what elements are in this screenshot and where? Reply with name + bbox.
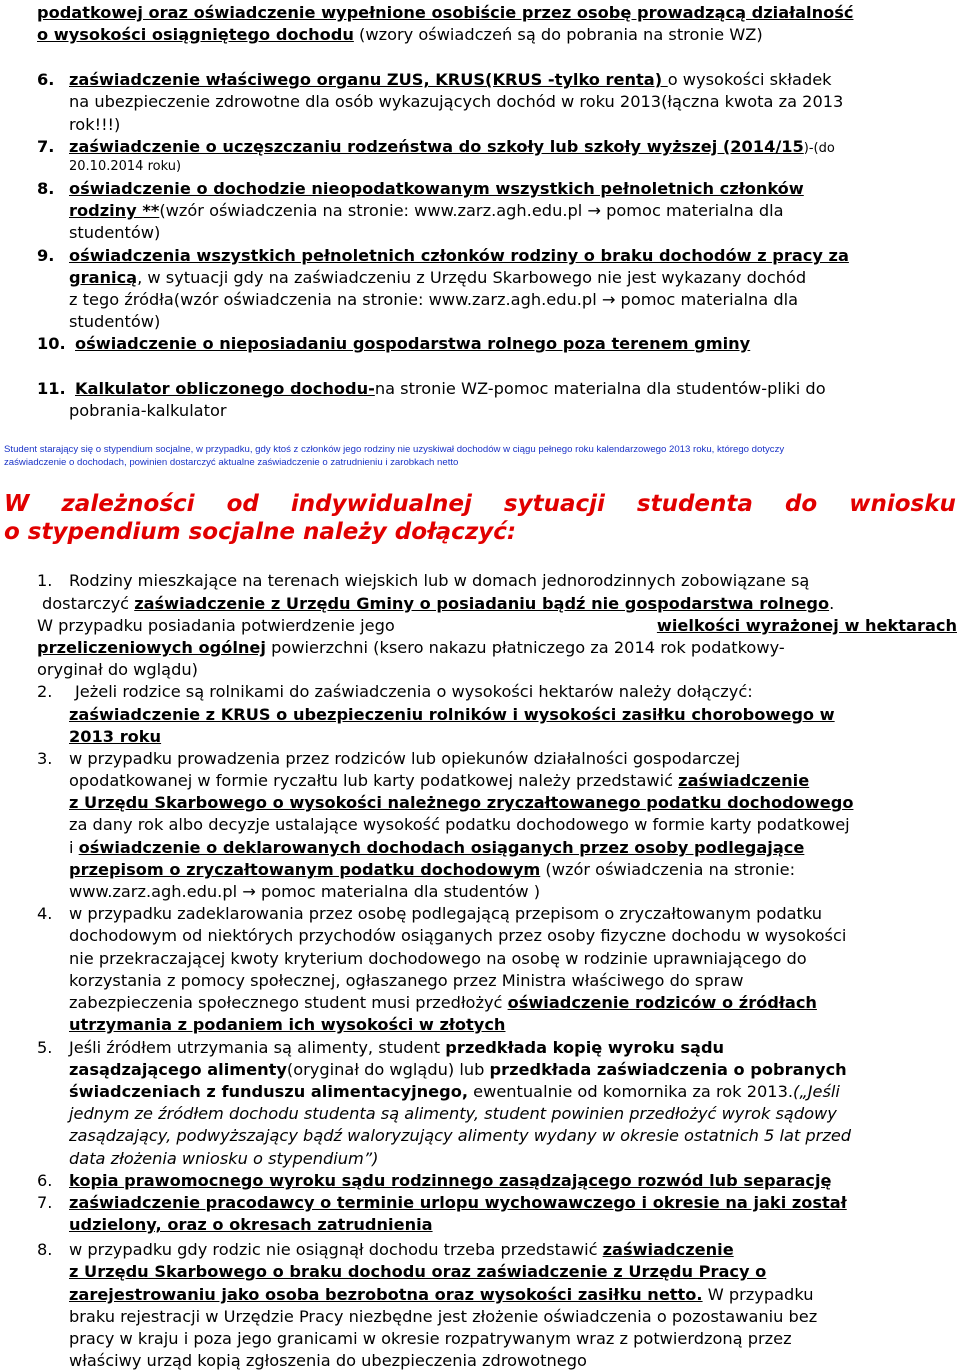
top-line-2 — [37, 24, 763, 46]
item-8-line-1-text: oświadczenie o dochodzie nieopodatkowanym wszystkich pełnoletnich członków — [69, 179, 804, 198]
list-4-number: 4. — [37, 904, 53, 923]
list-1-number: 1. — [37, 571, 53, 590]
item-9-line-2 — [69, 267, 806, 289]
list-1-pre: dostarczyć — [42, 594, 135, 613]
list-3-line-3: z Urzędu Skarbowego o wysokości należnego zryczałtowanego podatku dochodowego — [69, 793, 854, 812]
item-8-line-3: studentów) — [69, 223, 161, 242]
list-8-line-1 — [69, 1239, 734, 1261]
item-9-line-2-rest: , w sytuacji gdy na zaświadczeniu z Urzędu Skarbowego nie jest wykazany dochód — [137, 268, 807, 287]
heading-word: indywidualnej — [290, 491, 472, 517]
list-5-l3-b: świadczeniach z funduszu alimentacyjnego, — [69, 1082, 468, 1101]
list-7-line-1: zaświadczenie pracodawcy o terminie urlopu wychowawczego i okresie na jaki został — [69, 1193, 847, 1212]
list-5-line-4: jednym ze źródłem dochodu studenta są alimenty, student powinien przedłożyć wyrok sądowy — [69, 1104, 837, 1123]
item-6-line-1 — [69, 69, 832, 91]
list-5-l2-mid: (oryginał do wglądu) lub — [286, 1060, 490, 1079]
list-1-line-5: oryginał do wglądu) — [37, 660, 198, 679]
item-7-line-1 — [69, 136, 835, 160]
item-6-rest: o wysokości składek — [667, 70, 832, 89]
list-5-number: 5. — [37, 1038, 53, 1057]
heading-word: zależności — [61, 491, 195, 517]
item-9-line-3: z tego źródła(wzór oświadczenia na stronie: www.zarz.agh.edu.pl → pomoc materialna dla — [69, 290, 799, 309]
item-8-line-2-rest: (wzór oświadczenia na stronie: www.zarz.agh.edu.pl → pomoc materialna dla — [159, 201, 784, 220]
list-1-l3-bu: wielkości wyrażonej w hektarach — [656, 616, 957, 635]
item-11-number: 11. — [37, 379, 66, 398]
list-8-line-4: braku rejestracji w Urzędzie Pracy niezbędne jest złożenie oświadczenia o pozostawaniu bez — [69, 1307, 818, 1326]
list-8-l1-pre: w przypadku gdy rodzic nie osiągnął dochodu trzeba przedstawić — [69, 1240, 603, 1259]
list-1-line-3 — [37, 615, 957, 637]
list-3-l2-pre: opodatkowanej w formie ryczałtu lub karty podatkowej należy przedstawić — [69, 771, 679, 790]
item-7-line-2: 20.10.2014 roku) — [69, 159, 182, 174]
item-9-number: 9. — [37, 246, 55, 265]
list-8-line-3 — [69, 1284, 813, 1306]
list-5-l1-b: przedkłada kopię wyroku sądu — [445, 1038, 725, 1057]
item-6-line-3: rok!!!) — [69, 115, 121, 134]
item-6-number: 6. — [37, 70, 55, 89]
list-8-line-6: właściwy urząd kopią zgłoszenia do ubezpieczenia zdrowotnego — [69, 1351, 587, 1370]
item-10-text: oświadczenie o nieposiadaniu gospodarstwa rolnego poza terenem gminy — [75, 334, 751, 353]
list-3-line-5 — [69, 837, 804, 859]
item-9-line-4: studentów) — [69, 312, 161, 331]
heading-word: do — [784, 491, 818, 517]
list-3-l6-rest: (wzór oświadczenia na stronie: — [540, 860, 796, 879]
list-1-line-1: Rodziny mieszkające na terenach wiejskich lub w domach jednorodzinnych zobowiązane są — [69, 571, 810, 590]
item-7-number: 7. — [37, 137, 55, 156]
list-5-l3-i: („Jeśli — [793, 1082, 840, 1101]
item-10-number: 10. — [37, 334, 66, 353]
list-4-l5-pre: zabezpieczenia społecznego student musi przedłożyć — [69, 993, 508, 1012]
list-7-line-2: udzielony, oraz o okresach zatrudnienia — [69, 1215, 433, 1234]
top-line-1-text: podatkowej oraz oświadczenie wypełnione osobiście przez osobę prowadzącą działalność — [37, 3, 854, 22]
list-4-l4-text: korzystania z pomocy społecznej, ogłaszanego przez Ministra właściwego do spraw — [69, 971, 744, 990]
list-4-line-2: dochodowym od niektórych przychodów osiąganych przez osoby fizyczne dochodu w wysokości — [69, 926, 847, 945]
list-3-line-1 — [69, 748, 957, 770]
list-3-l5-pre: i — [69, 838, 79, 857]
list-1-line-2 — [42, 593, 834, 615]
list-8-line-2 — [69, 1261, 957, 1283]
list-8-line-5: pracy w kraju i poza jego granicami w okresie rozpatrywanym wraz z potwierdzoną przez — [69, 1329, 792, 1348]
item-11-line-2: pobrania-kalkulator — [69, 401, 227, 420]
list-3-l2-bu: zaświadczenie — [678, 771, 810, 790]
list-3-line-4: za dany rok albo decyzje ustalające wysokość podatku dochodowego w formie karty podatkowej — [69, 815, 850, 834]
heading-word: W — [4, 491, 30, 517]
list-2-line-1: Jeżeli rodzice są rolnikami do zaświadczenia o wysokości hektarów należy dołączyć: — [75, 682, 753, 701]
list-4-line-1: w przypadku zadeklarowania przez osobę podlegającą przepisom o zryczałtowanym podatku — [69, 904, 823, 923]
list-5-line-3 — [69, 1081, 840, 1103]
blue-note-line-2: zaświadczenie o dochodach, powinien dostarczyć aktualne zaświadczenie o zatrudnieniu i zarobkach netto — [4, 457, 459, 468]
list-5-l1-pre: Jeśli źródłem utrzymania są alimenty, student — [69, 1038, 446, 1057]
list-3-l5-bu: oświadczenie o deklarowanych dochodach osiąganych przez osoby podlegające — [78, 838, 805, 857]
list-3-l6-bu: przepisom o zryczałtowanym podatku dochodowym — [69, 860, 541, 879]
list-8-l3-rest: W przypadku — [702, 1285, 814, 1304]
top-line-2-tail: (wzory oświadczeń są do pobrania na stronie WZ) — [353, 25, 763, 44]
list-3-l1-text: w przypadku prowadzenia przez rodziców lub opiekunów działalności gospodarczej — [69, 749, 741, 768]
item-11-rest: na stronie WZ-pomoc materialna dla studentów-pliki do — [374, 379, 826, 398]
list-3-number: 3. — [37, 749, 53, 768]
list-8-l1-bu: zaświadczenie — [602, 1240, 734, 1259]
list-1-l4-rest: powierzchni (ksero nakazu płatniczego za 2014 rok podatkowy- — [265, 638, 785, 657]
item-11-bold: Kalkulator obliczonego dochodu- — [75, 379, 375, 398]
list-4-line-6: utrzymania z podaniem ich wysokości w złotych — [69, 1015, 506, 1034]
list-5-line-5: zasądzający, podwyższający bądź waloryzujący alimenty wydany w okresie ostatnich 5 lat przed — [69, 1126, 852, 1145]
item-11-line-1 — [75, 378, 826, 400]
heading-word: wniosku — [849, 491, 956, 517]
list-5-l2-b2: przedkłada zaświadczenia o pobranych — [489, 1060, 847, 1079]
list-5-l3-rest: ewentualnie od komornika za rok 2013. — [467, 1082, 794, 1101]
list-3-line-7: www.zarz.agh.edu.pl → pomoc materialna dla studentów ) — [69, 882, 541, 901]
item-7-bold: zaświadczenie o uczęszczaniu rodzeństwa do szkoły lub szkoły wyższej (2014/15 — [69, 137, 804, 156]
list-2-number: 2. — [37, 682, 53, 701]
item-8-rodziny: rodziny ** — [69, 201, 160, 220]
list-4-line-4 — [69, 970, 957, 992]
list-7-number: 7. — [37, 1193, 53, 1212]
item-7-tail: )-(do — [803, 141, 835, 156]
list-4-line-3: nie przekraczającej kwoty kryterium dochodowego na osobę w rodzinie uprawniającego do — [69, 949, 807, 968]
list-1-dot: . — [829, 594, 835, 613]
list-2-line-3: 2013 roku — [69, 727, 162, 746]
red-heading-line-2: o stypendium socjalne należy dołączyć: — [4, 519, 517, 545]
list-4-l5-bu: oświadczenie rodziców o źródłach — [507, 993, 817, 1012]
list-1-gmina-cert: zaświadczenie z Urzędu Gminy o posiadaniu bądź nie gospodarstwa rolnego — [134, 594, 830, 613]
list-5-line-6: data złożenia wniosku o stypendium”) — [69, 1149, 379, 1168]
list-1-l3-pre: W przypadku posiadania potwierdzenie jego — [37, 616, 395, 635]
list-8-l3-bu: zarejestrowaniu jako osoba bezrobotna oraz wysokości zasiłku netto. — [69, 1285, 703, 1304]
list-5-line-1 — [69, 1037, 724, 1059]
heading-word: studenta — [636, 491, 753, 517]
list-1-l4-bu: przeliczeniowych ogólnej — [37, 638, 266, 657]
list-8-number: 8. — [37, 1240, 53, 1259]
top-line-2-bold: o wysokości osiągniętego dochodu — [37, 25, 354, 44]
list-6-number: 6. — [37, 1171, 53, 1190]
item-8-line-2 — [69, 200, 784, 222]
list-4-line-5 — [69, 992, 817, 1014]
item-6-line-2: na ubezpieczenie zdrowotne dla osób wykazujących dochód w roku 2013(łączna kwota za 2013 — [69, 92, 844, 111]
item-9-granica: granicą — [69, 268, 138, 287]
heading-word: sytuacji — [503, 491, 605, 517]
list-6-text: kopia prawomocnego wyroku sądu rodzinnego zasądzającego rozwód lub separację — [69, 1171, 832, 1190]
list-5-line-2 — [69, 1059, 847, 1081]
item-8-number: 8. — [37, 179, 55, 198]
top-line-1 — [37, 2, 957, 24]
item-9-line-1: oświadczenia wszystkich pełnoletnich członków rodziny o braku dochodów z pracy za — [69, 246, 849, 265]
heading-word: od — [226, 491, 259, 517]
list-3-line-2 — [69, 770, 809, 792]
item-8-line-1 — [69, 178, 957, 200]
list-8-l2-text: z Urzędu Skarbowego o braku dochodu oraz zaświadczenie z Urzędu Pracy o — [69, 1262, 767, 1281]
red-heading-line-1 — [4, 490, 956, 518]
blue-note-line-1: Student starający się o stypendium socjalne, w przypadku, gdy ktoś z członków jego rodziny nie uzyskiwał dochodów w ciągu pełnego roku kalendarzowego 2013 roku, którego dotyczy — [4, 444, 785, 455]
list-3-line-6 — [69, 859, 795, 881]
list-1-line-4 — [37, 637, 785, 659]
list-5-l2-b: zasądzającego alimenty — [69, 1060, 287, 1079]
list-2-line-2: zaświadczenie z KRUS o ubezpieczeniu rolników i wysokości zasiłku chorobowego w — [69, 705, 835, 724]
item-6-bold: zaświadczenie właściwego organu ZUS, KRUS(KRUS -tylko renta) — [69, 70, 668, 89]
